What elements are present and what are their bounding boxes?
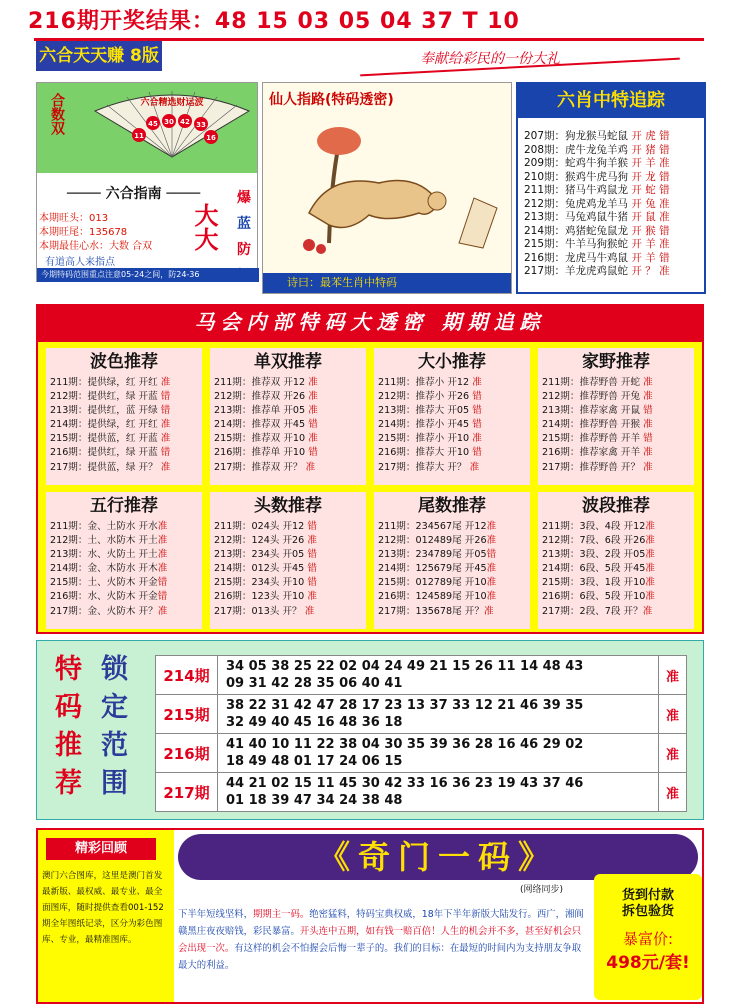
list-item: 211期：推荐小 开12 准 [378, 377, 482, 388]
list-item: 216期：123头 开10 准 [214, 591, 317, 603]
list-item: 216期：提供红，绿 开蓝 错 [50, 447, 171, 459]
fan-number: 33 [196, 121, 206, 129]
recommendation-card [210, 492, 366, 629]
card-rows [46, 520, 202, 619]
list-item: 207期：狗龙猴马蛇鼠 开 虎 错 [524, 130, 670, 142]
list-item: 211期：234567尾 开12准 [378, 521, 497, 532]
fan-number: 30 [164, 118, 174, 126]
mark-cell: 准 [659, 773, 687, 812]
recommendation-card [538, 348, 694, 485]
numbers-cell: 34 05 38 25 22 02 04 24 49 21 15 26 11 14 48 43 09 31 42 28 35 06 40 41 [218, 656, 659, 695]
card-title: 波段推荐 [582, 496, 650, 516]
side-word: 爆 [237, 190, 251, 206]
list-item: 213期：水、火防土 开土准 [50, 549, 168, 561]
list-item: 215期：牛羊马狗猴蛇 开 羊 准 [524, 238, 670, 250]
six-zodiac-panel [516, 82, 706, 294]
list-item: 213期：提供红，蓝 开绿 错 [50, 405, 171, 417]
card-title: 单双推荐 [254, 352, 322, 372]
list-item: 211期：猪马牛鸡鼠龙 开 蛇 错 [524, 184, 670, 196]
tema-table [155, 655, 687, 812]
table-row [156, 695, 687, 734]
guide-line: 本期旺头：013 [39, 213, 109, 224]
guide-line: 有道高人来指点 [45, 257, 115, 268]
list-item: 216期：推荐家禽 开羊 准 [542, 447, 653, 459]
recommendation-card [46, 492, 202, 629]
fan-area [37, 83, 257, 173]
card-rows [538, 520, 694, 619]
list-item: 214期：推荐小 开45 错 [378, 419, 482, 431]
fan-panel [36, 82, 258, 282]
fan-number: 16 [206, 134, 216, 142]
list-item: 214期：推荐双 开45 错 [214, 419, 318, 431]
list-item: 212期：推荐小 开26 错 [378, 391, 482, 403]
list-item: 212期：推荐野兽 开兔 准 [542, 391, 653, 403]
recommendation-card [374, 492, 530, 629]
list-item: 213期：234789尾 开05错 [378, 549, 497, 561]
tema-blue-words: 锁 定 范 围 [101, 654, 128, 799]
list-item: 211期：推荐野兽 开蛇 准 [542, 377, 653, 388]
poem-bar: 诗曰：最苯生肖中特码 [263, 273, 511, 293]
list-item: 214期：125679尾 开45准 [378, 563, 497, 575]
card-rows [210, 376, 366, 475]
list-item: 214期：6段、5段 开45准 [542, 563, 655, 575]
list-item: 214期：推荐野兽 开猴 准 [542, 419, 653, 431]
mark-cell: 准 [659, 656, 687, 695]
range-footer: 今期特码范围重点注意05-24之间，防24-36 [37, 268, 259, 282]
card-rows [46, 376, 202, 475]
list-item: 213期：马兔鸡鼠牛猪 开 鼠 准 [524, 211, 670, 223]
review-box [38, 830, 174, 1002]
list-item: 211期：024头 开12 错 [214, 521, 317, 532]
top-banner [0, 0, 740, 36]
recommendation-grid [36, 340, 704, 634]
mark-cell: 准 [659, 695, 687, 734]
list-item: 213期：推荐家禽 开鼠 错 [542, 405, 653, 417]
list-item: 216期：124589尾 开10准 [378, 591, 497, 603]
fan-number: 42 [180, 118, 190, 126]
leopard-illustration-icon [269, 113, 507, 263]
list-item: 211期：金、土防水 开水准 [50, 521, 168, 532]
fan-banner-text: 六合精选财运波 [140, 98, 204, 108]
side-word: 蓝 [237, 216, 251, 232]
list-item: 215期：234头 开10 错 [214, 577, 317, 589]
list-item: 215期：土、火防木 开金错 [50, 577, 168, 589]
list-item: 217期：羊龙虎鸡鼠蛇 开 ？ 准 [524, 265, 670, 277]
immortal-panel [262, 82, 512, 294]
fan-icon [87, 89, 257, 159]
period-cell: 214期 [156, 656, 218, 695]
tema-panel [36, 640, 704, 820]
table-row [156, 773, 687, 812]
card-title: 头数推荐 [254, 496, 322, 516]
list-item: 217期：013头 开？ 准 [214, 605, 315, 617]
table-row [156, 734, 687, 773]
list-item: 216期：推荐大 开10 错 [378, 447, 482, 459]
six-zodiac-title: 六肖中特追踪 [518, 84, 704, 118]
list-item: 216期：龙虎马牛鸡鼠 开 羊 错 [524, 251, 670, 264]
list-item: 214期：提供绿，红 开红 准 [50, 419, 171, 431]
recommendation-card [210, 348, 366, 485]
edition-title: 六合天天赚 8版 [36, 41, 162, 71]
card-rows [210, 520, 366, 619]
list-item: 214期：鸡猪蛇兔鼠龙 开 猴 错 [524, 224, 670, 237]
gift-slogan: 奉献给彩民的一份大礼 [420, 51, 560, 67]
guide-title: ──── 六合指南 ──── [67, 186, 201, 202]
card-title: 五行推荐 [90, 496, 158, 516]
price: 498元/套! [606, 953, 690, 973]
six-zodiac-list [524, 130, 704, 279]
draw-result: 216期开奖结果：48 15 03 05 04 37 T 10 [28, 9, 520, 34]
numbers-cell: 38 22 31 42 47 28 17 23 13 37 33 12 21 46 39 35 32 49 40 45 16 48 36 18 [218, 695, 659, 734]
list-item: 216期：推荐单 开10 错 [214, 447, 318, 459]
qimen-title: 《奇门一码》 [317, 838, 558, 876]
card-title: 波色推荐 [90, 352, 158, 372]
list-item: 216期：6段、5段 开10准 [542, 591, 655, 603]
list-item: 212期：124头 开26 准 [214, 535, 317, 547]
list-item: 208期：虎牛龙兔羊鸡 开 猪 错 [524, 143, 670, 156]
qimen-description: 下半年短线坚料，期期主一码。绝密猛料，特码宝典权威，18年下半年新版大陆发行。西广，湘阆赣黑庄夜夜赔钱，彩民暴富。开头连中五期，如有钱一赔百倍！人生的机会并不多，甚至好机会只会出现一次。有这样的机会不怕握会后悔一辈子的。我们的目标：在最短的时间内为支持朋友争取最大的利益。 [178, 909, 584, 971]
cod-line: 货到付款 [621, 888, 674, 903]
immortal-title: 仙人指路(特码透密) [269, 92, 394, 108]
list-item: 215期：提供蓝，红 开蓝 准 [50, 433, 171, 445]
tema-red-words: 特 码 推 荐 [55, 654, 82, 799]
mid-banner [36, 304, 704, 340]
numbers-cell: 41 40 10 11 22 38 04 30 35 39 36 28 16 46 29 02 18 49 48 01 17 24 06 15 [218, 734, 659, 773]
list-item: 214期：金、木防水 开木准 [50, 563, 168, 575]
mark-cell: 准 [659, 734, 687, 773]
list-item: 211期：推荐双 开12 准 [214, 377, 318, 388]
list-item: 212期：7段、6段 开26准 [542, 535, 655, 547]
list-item: 211期：提供绿，红 开红 准 [50, 377, 171, 388]
list-item: 213期：推荐单 开05 准 [214, 405, 318, 417]
list-item: 212期：012489尾 开26准 [378, 535, 497, 547]
list-item: 217期：推荐野兽 开？ 准 [542, 461, 653, 473]
card-rows [374, 376, 530, 475]
guide-line: 本期旺尾：135678 [39, 227, 128, 238]
review-title: 精彩回顾 [46, 838, 156, 860]
fan-number: 11 [134, 132, 144, 140]
cod-line: 拆包验货 [621, 904, 674, 919]
review-text: 澳门六合图库，这里是澳门首发最新版、最权威、最专业、最全面图库，随时提供查看001-152期全年图纸记录，区分为彩色图库、专业，最精准图库。 [42, 871, 164, 945]
numbers-cell: 44 21 02 15 11 45 30 42 33 16 36 23 19 43 37 46 01 18 39 47 34 24 38 48 [218, 773, 659, 812]
list-item: 217期：提供蓝，绿 开？ 准 [50, 461, 171, 473]
da-characters: 大大 [190, 203, 218, 251]
card-rows [538, 376, 694, 475]
fan-number: 45 [148, 120, 158, 128]
bottom-section [36, 828, 704, 1004]
sync-note: (网络同步) [520, 885, 564, 895]
card-title: 家野推荐 [582, 352, 650, 372]
list-item: 217期：推荐双 开？ 准 [214, 461, 316, 473]
list-item: 211期：3段、4段 开12准 [542, 521, 655, 532]
list-item: 212期：提供红，绿 开蓝 错 [50, 391, 171, 403]
period-cell: 217期 [156, 773, 218, 812]
list-item: 215期：推荐小 开10 准 [378, 433, 482, 445]
list-item: 209期：蛇鸡牛狗羊猴 开 羊 准 [524, 157, 670, 169]
list-item: 212期：土、水防木 开土准 [50, 535, 168, 547]
list-item: 212期：兔虎鸡龙羊马 开 兔 准 [524, 197, 670, 210]
recommendation-card [538, 492, 694, 629]
side-word: 防 [237, 242, 251, 258]
list-item: 215期：3段、1段 开10准 [542, 577, 655, 589]
list-item: 215期：推荐双 开10 准 [214, 433, 318, 445]
list-item: 217期：135678尾 开？准 [378, 605, 494, 617]
list-item: 210期：猴鸡牛虎马狗 开 龙 错 [524, 170, 670, 183]
list-item: 216期：水、火防木 开金错 [50, 591, 168, 603]
list-item: 213期：推荐大 开05 错 [378, 405, 482, 417]
table-row [156, 656, 687, 695]
fan-label: 合数双 [49, 93, 65, 135]
list-item: 217期：推荐大 开？ 准 [378, 461, 480, 473]
list-item: 217期：2段、7段 开？准 [542, 605, 653, 617]
list-item: 217期：金、火防木 开？准 [50, 605, 168, 617]
list-item: 215期：012789尾 开10准 [378, 577, 497, 589]
guide-line: 本期最佳心水：大数 合双 [39, 241, 153, 252]
cod-badge [594, 874, 702, 1000]
list-item: 213期：234头 开05 错 [214, 549, 317, 561]
cod-line: 暴富价: [622, 930, 674, 948]
card-title: 尾数推荐 [418, 496, 486, 516]
list-item: 212期：推荐双 开26 准 [214, 391, 318, 403]
recommendation-card [46, 348, 202, 485]
card-rows [374, 520, 530, 619]
list-item: 215期：推荐野兽 开羊 错 [542, 433, 653, 445]
card-title: 大小推荐 [418, 352, 486, 372]
mid-banner-text: 马会内部特码大透密 期期追踪 [194, 310, 546, 334]
list-item: 213期：3段、2段 开05准 [542, 549, 655, 561]
recommendation-card [374, 348, 530, 485]
list-item: 214期：012头 开45 错 [214, 563, 317, 575]
period-cell: 215期 [156, 695, 218, 734]
period-cell: 216期 [156, 734, 218, 773]
